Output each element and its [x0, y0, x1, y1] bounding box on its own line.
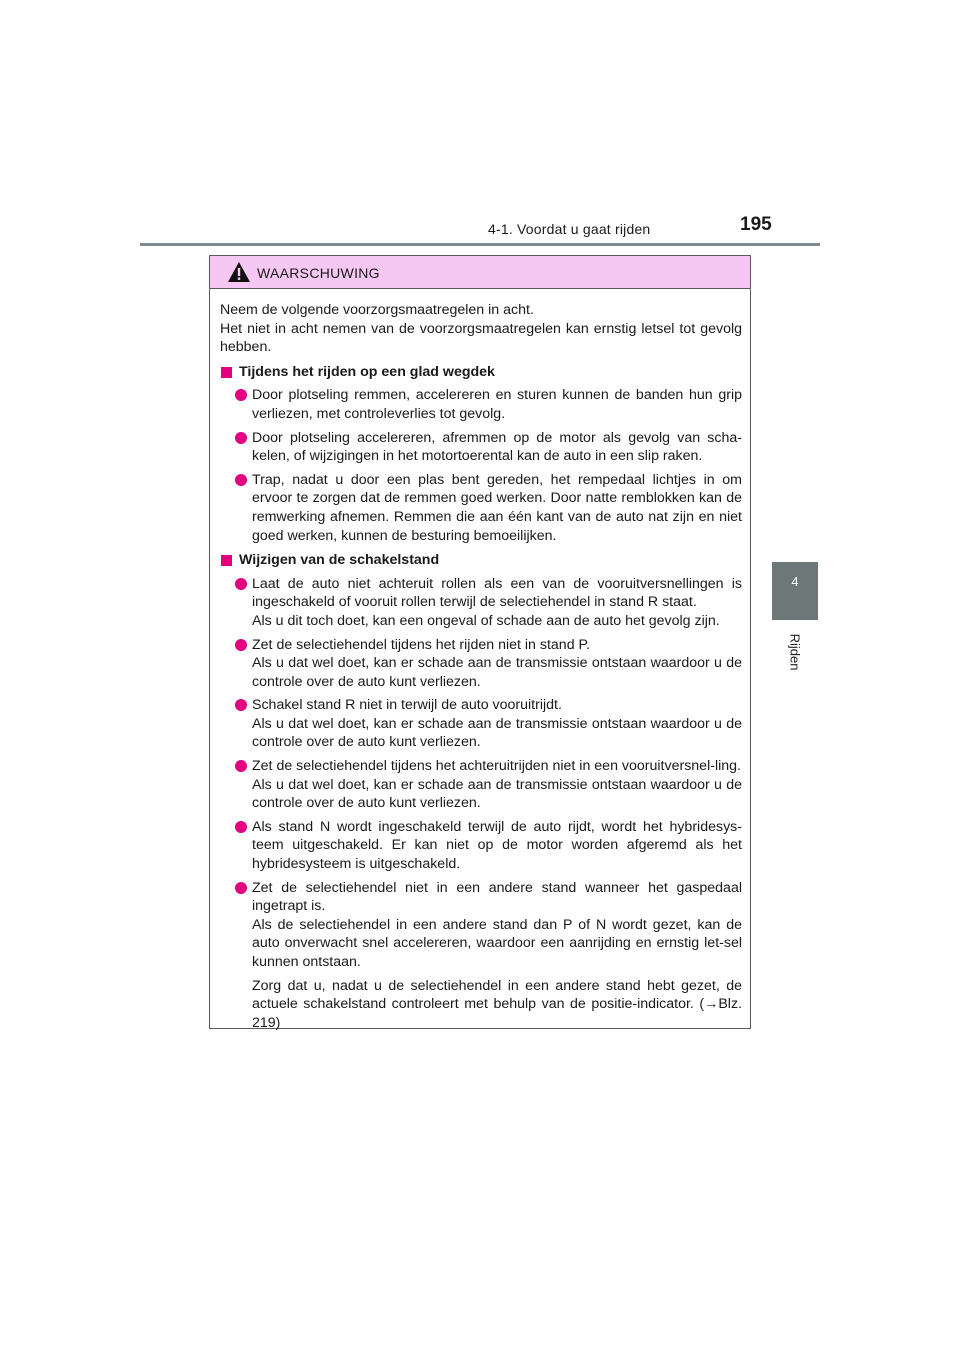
warning-header	[210, 256, 750, 289]
section-title: 4-1. Voordat u gaat rijden	[488, 221, 651, 237]
closing-note	[220, 977, 742, 1033]
section-heading-text: Tijdens het rijden op een glad wegdek	[239, 363, 495, 380]
list-item	[220, 757, 742, 813]
circle-bullet-icon	[235, 760, 247, 772]
square-bullet-icon	[221, 555, 232, 566]
list-item-text: Als stand N wordt ingeschakeld terwijl de auto rijdt, wordt het hybridesys-teem uitgeschakeld. Er kan niet op de motor worden afgeremd als het hybridesysteem is uitgeschakeld.	[252, 818, 742, 873]
list-item	[220, 429, 742, 466]
list-item	[220, 386, 742, 423]
list-item-text: Zet de selectiehendel tijdens het achteruitrijden niet in een vooruitversnel-ling.	[252, 758, 741, 775]
chapter-tab-label: Rijden	[787, 633, 803, 671]
warning-box	[209, 255, 751, 1029]
list-item-text: Trap, nadat u door een plas bent gereden, het rempedaal lichtjes in om ervoor te zorgen dat de remmen goed werken. Door natte remblokken kan de remwerking afnemen. Remmen die aan één kant van de auto nat zijn en niet goed werken, kunnen de besturing bemoeilijken.	[252, 471, 742, 544]
list-item-text: Schakel stand R niet in terwijl de auto vooruitrijdt.	[252, 697, 562, 714]
circle-bullet-icon	[235, 389, 247, 401]
list-item-text: Door plotseling accelereren, afremmen op de motor als gevolg van scha-kelen, of wijzigingen in het motortoerental kan de auto in een slip raken.	[252, 429, 742, 465]
chapter-tab-number: 4	[791, 574, 799, 589]
closing-note-text: Zorg dat u, nadat u de selectiehendel in een andere stand hebt gezet, de actuele schakelstand controleert met behulp van de positie-indicator. (→Blz. 219)	[252, 977, 742, 1031]
list-item	[220, 696, 742, 752]
list-item-consequence: Als de selectiehendel in een andere stand dan P of N wordt gezet, kan de auto onverwacht snel accelereren, waardoor een aanrijding en ernstig let-sel kunnen ontstaan.	[252, 916, 742, 970]
list-item-consequence: Als u dat wel doet, kan er schade aan de transmissie ontstaan waardoor u de controle over de auto kunt verliezen.	[252, 776, 742, 812]
list-item-text: Laat de auto niet achteruit rollen als een van de vooruitversnellingen is ingeschakeld of vooruit rollen terwijl de selectiehendel in stand R staat.	[252, 575, 742, 611]
list-item-text: Door plotseling remmen, accelereren en sturen kunnen de banden hun grip verliezen, met controleverlies tot gevolg.	[252, 387, 742, 422]
warning-body	[210, 289, 750, 1032]
chapter-tab	[772, 562, 818, 620]
list-item	[220, 879, 742, 972]
intro-line: Neem de volgende voorzorgsmaatregelen in acht.	[220, 302, 534, 318]
circle-bullet-icon	[235, 639, 247, 651]
list-item-consequence: Als u dat wel doet, kan er schade aan de transmissie ontstaan waardoor u de controle over de auto kunt verliezen.	[252, 655, 742, 690]
square-bullet-icon	[221, 367, 232, 378]
circle-bullet-icon	[235, 474, 247, 486]
list-item-consequence: Als u dat wel doet, kan er schade aan de transmissie ontstaan waardoor u de controle over de auto kunt verliezen.	[252, 715, 742, 751]
list-item-text: Zet de selectiehendel niet in een andere stand wanneer het gaspedaal ingetrapt is.	[252, 879, 742, 915]
list-item	[220, 818, 742, 874]
circle-bullet-icon	[235, 432, 247, 444]
page-number: 195	[740, 214, 772, 235]
circle-bullet-icon	[235, 882, 247, 894]
warning-triangle-icon	[227, 261, 251, 283]
list-item	[220, 471, 742, 545]
list-item-consequence: Als u dit toch doet, kan een ongeval of schade aan de auto het gevolg zijn.	[252, 612, 720, 629]
list-item	[220, 575, 742, 631]
circle-bullet-icon	[235, 821, 247, 833]
circle-bullet-icon	[235, 699, 247, 711]
list-item-text: Zet de selectiehendel tijdens het rijden niet in stand P.	[252, 636, 591, 653]
section-heading-text: Wijzigen van de schakelstand	[239, 552, 440, 569]
section-heading	[220, 363, 742, 382]
circle-bullet-icon	[235, 578, 247, 590]
header-divider	[140, 243, 820, 246]
section-heading	[220, 551, 742, 570]
warning-title: WAARSCHUWING	[257, 265, 380, 281]
list-item	[220, 636, 742, 692]
intro-line: Het niet in acht nemen van de voorzorgsmaatregelen kan ernstig letsel tot gevolg hebben.	[220, 320, 742, 356]
